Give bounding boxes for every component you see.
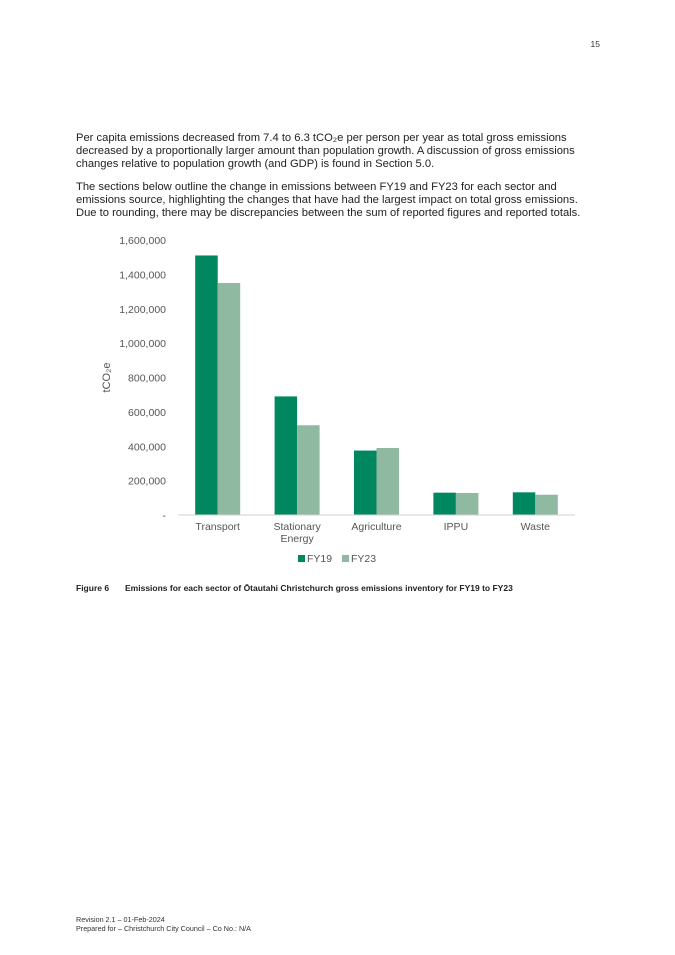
figure-caption <box>76 583 616 593</box>
x-tick-label: Stationary <box>273 521 321 533</box>
x-tick-label: IPPU <box>443 521 469 533</box>
y-axis-title: tCO₂e <box>101 362 113 393</box>
bar-fy23 <box>218 283 241 515</box>
y-tick-label: - <box>162 510 166 522</box>
figure-caption-text: Emissions for each sector of Ōtautahi Christchurch gross emissions inventory for FY19 to FY23 <box>125 583 513 593</box>
footer-revision: Revision 2.1 – 01-Feb-2024 <box>76 915 165 924</box>
bar-fy23 <box>456 493 479 515</box>
legend-label-fy19: FY19 <box>307 553 333 565</box>
legend-label-fy23: FY23 <box>351 553 377 565</box>
x-tick-label: Waste <box>520 521 550 533</box>
bar-fy19 <box>195 255 218 515</box>
chart-svg <box>88 228 590 580</box>
legend-swatch-fy19 <box>298 555 305 562</box>
bar-fy19 <box>275 396 298 515</box>
bar-fy19 <box>433 493 456 515</box>
x-tick-label: Energy <box>280 533 314 545</box>
paragraph-per-capita-emissions: Per capita emissions decreased from 7.4 to 6.3 tCO₂e per person per year as total gross emissions decreased by a proportionally larger amount than population growth. A discussion of gross emissions changes relative to population growth (and GDP) is found in Section 5.0. <box>76 132 575 171</box>
bar-fy23 <box>377 448 400 515</box>
y-tick-label: 400,000 <box>128 441 166 454</box>
y-tick-label: 800,000 <box>128 372 166 385</box>
footer-prepared-for: Prepared for – Christchurch City Council – Co No.: N/A <box>76 924 251 933</box>
bar-fy19 <box>513 492 536 515</box>
bar-fy19 <box>354 451 377 515</box>
y-tick-label: 1,600,000 <box>119 235 166 247</box>
y-tick-label: 1,400,000 <box>119 269 166 282</box>
y-tick-label: 1,200,000 <box>119 303 166 316</box>
page-footer <box>76 915 251 933</box>
bar-fy23 <box>297 425 320 515</box>
legend-swatch-fy23 <box>342 555 349 562</box>
x-tick-label: Agriculture <box>351 521 402 533</box>
bar-fy23 <box>535 495 558 515</box>
paragraph-sections-overview: The sections below outline the change in emissions between FY19 and FY23 for each sector and emissions source, highlighting the changes that have had the largest impact on total gross emissions. Due to rounding, there may be discrepancies between the sum of reported figures and reported totals. <box>76 181 581 220</box>
emissions-bar-chart <box>88 228 590 580</box>
page-number: 15 <box>590 39 600 49</box>
x-tick-label: Transport <box>195 521 240 533</box>
y-tick-label: 200,000 <box>128 475 166 488</box>
y-tick-label: 600,000 <box>128 406 166 419</box>
figure-number: Figure 6 <box>76 583 110 593</box>
y-tick-label: 1,000,000 <box>119 338 166 351</box>
